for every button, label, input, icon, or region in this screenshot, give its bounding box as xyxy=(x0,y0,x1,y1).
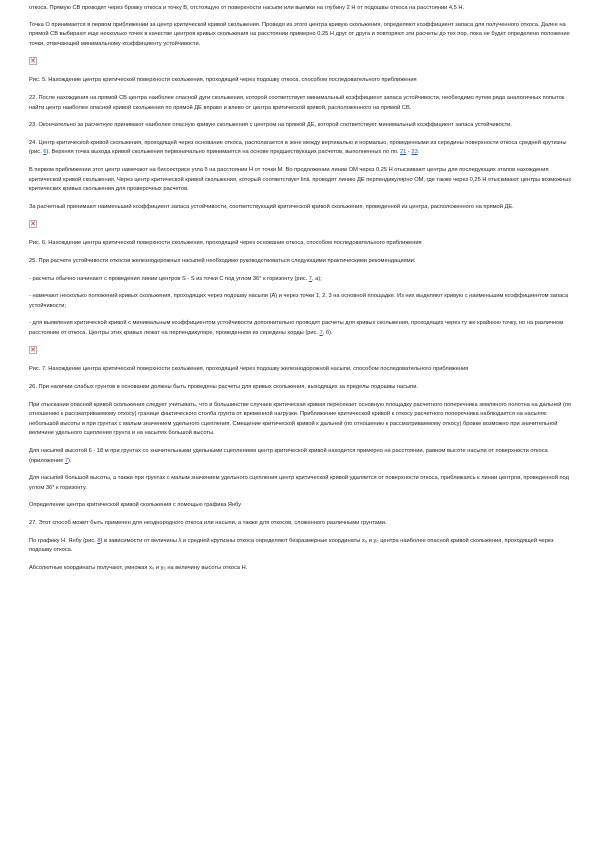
broken-image-icon: ✕ xyxy=(30,346,36,355)
bullet-3: - для выявления критической кривой с минимальным коэффициентом устойчивости дополнительно проводят расчеты для кривых скольжения, проходящих через ту же крайнюю точку, но на различном расстоянии от откоса. Центры этих кривых лежат на перпендикуляре, проведенном из середины хорды (рис. 7, б). xyxy=(29,320,564,336)
broken-image-icon: ✕ xyxy=(30,220,36,229)
figure-5-broken-image[interactable] xyxy=(29,57,37,65)
link-figure-8[interactable]: 8 xyxy=(97,537,101,544)
link-point-23[interactable]: 23 xyxy=(411,149,418,156)
paragraph-22: 22. После нахождения на прямой СВ центра наиболее опасной дуги скольжения, которой соответствует минимальный коэффициент запаса устойчивости, необходимо путем ряда аналогичных попыток найти центр наиболее опасной кривой скольжения по прямой ДЕ вправо и влево от центра критической кривой, расположенного на прямой СВ. xyxy=(29,94,565,111)
paragraph-26-height-6-18: Для насыпей высотой 6 - 18 м при грунтах со значительными удельными сцеплением центр критической кривой находится примерно на расстоянии, равном высоте насыпи от поверхности откоса (приложение 7). xyxy=(29,448,548,464)
paragraph-27-janbu-chart: По графику Н. Янбу (рис. 8) в зависимости от величины λ и средней крутизны откоса определяют безразмерные координаты x₀ и y₀ центра наиболее опасной кривой скольжения, проходящей через подошву откоса. xyxy=(29,537,554,554)
paragraph-25: 25. При расчете устойчивости откосов железнодорожных насыпей необходимо руководствоваться следующими практическими рекомендациями: xyxy=(29,257,416,264)
subheading-janbu: Определение центра критической кривой скольжения с помощью графика Янбу xyxy=(29,502,242,509)
link-point-21[interactable]: 21 xyxy=(400,149,407,156)
link-figure-7b[interactable]: 7 xyxy=(319,329,323,336)
figure-5-caption: Рис. 5. Нахождение центра критической поверхности скольжения, проходящей через подошву откоса, способом последовательного приближения xyxy=(29,77,417,84)
paragraph-intro: откоса. Прямую СВ проводят через бровку откоса и точку В, отстоящую от поверхности насыпи или выемки на глубину 2 Н от подошвы откоса на расстоянии 4,5 Н. xyxy=(29,5,465,11)
bullet-1: - расчеты обычно начинают с проведения линии центров S - S из точки С под углом 36° к горизонту (рис. 7, а); xyxy=(29,275,322,282)
bullet-2: - намечают несколько положений кривых скольжения, проходящих через подошву насыпи (А) и через точки 1, 2, 3 на основной площадке. Из них выделяют кривую с наименьшим коэффициентом запаса устойчивости; xyxy=(29,293,569,309)
paragraph-27-absolute-coords: Абсолютные координаты получают, умножая x₀ и y₀ на величину высоты откоса Н. xyxy=(29,564,248,571)
figure-6-caption: Рис. 6. Нахождение центра критической поверхности скольжения, проходящей через основание откоса, способом последовательного приближения xyxy=(29,240,422,247)
link-figure-6[interactable]: 6 xyxy=(43,149,47,156)
figure-7-broken-image[interactable] xyxy=(29,346,37,354)
document-page xyxy=(29,4,572,581)
paragraph-24-first-approx: В первом приближении этот центр намечают на биссектрисе угла δ на расстоянии Н от точки М. Во продолжении линии ОМ через 0,25 Н отыскивают центры для последующих этапов нахождения критической кривой скольжения. Через центр критической кривой скольжения, который соответствует linii, проводят линию ДЕ перпендикулярно ОМ, где также через 0,25 Н отыскивают центры возможных критических кривых скольжения для проверочных расчетов. xyxy=(29,166,572,193)
paragraph-23: 23. Окончательно за расчетную принимают наиболее опасную кривую скольжения с центром на прямой ДЕ, которой соответствует минимальный коэффициент запаса устойчивости. xyxy=(29,122,512,129)
paragraph-26: 26. При наличии слабых грунтов в основании должны быть проведены расчеты для кривых скольжения, выходящих за пределы подошвы насыпи. xyxy=(29,384,418,391)
link-figure-7a[interactable]: 7 xyxy=(308,275,312,282)
broken-image-icon: ✕ xyxy=(30,57,36,66)
paragraph-24: 24. Центр критической кривой скольжения, проходящей через основание откоса, располагается в зоне между вертикалью и нормалью, проведенными из середины поверхности откоса средней крутизны (рис. 6). Верхняя точка выхода кривой скольжения первоначально принимается на основе предшествующих расчетов, выполненных по пп. 21 - 23. xyxy=(29,139,567,156)
link-appendix-7[interactable]: 7 xyxy=(64,457,68,464)
paragraph-24-result: За расчетный принимают наименьший коэффициент запаса устойчивости, соответствующий критической кривой скольжения, проведенной из центра, расположенного на прямой ДЕ. xyxy=(29,203,514,210)
paragraph-26-high-embankments: Для насыпей большой высоты, а также при грунтах с малым значением удельного сцепления центр критической кривой удаляется от поверхности откоса, приближаясь к линии центров, проведенной под углом 36° к горизонту. xyxy=(29,475,569,491)
paragraph-27: 27. Этот способ может быть применен для неоднородного откоса или насыпи, а также для откосов, сложенного различными грунтами. xyxy=(29,520,387,526)
paragraph-26-critical-curve: При отыскании опасной кривой скольжения следует учитывать, что в большинстве случаев критическая кривая пересекает основную площадку расчетного поперечника земляного полотна на дальней (по отношению к рассматриваемому откосу) границе фактического столба грунта от временной нагрузки. Приближение критической кривой к откосу расчетного поперечника наблюдается на насыпях небольшой высоты и при грунтах с малым значением удельного сцепления. Смещение критической кривой к дальней (по отношению к рассматриваемому откосу) бровке возможно при значительной величине удельного сцепления грунта и на насыпях большой высоты. xyxy=(29,401,572,437)
paragraph-point-o: Точка О принимается в первом приближении за центр критической кривой скольжения. Проведя из этого центра кривую скольжения, определяют коэффициент запаса для полученного откоса. Далее на прямой СВ выбирают еще несколько точек в качестве центров кривых скольжения на расстоянии примерно 0,25 Н друг от друга и повторяют эти расчеты до тех пор, пока не будет определено положение точки, отвечающей минимальному коэффициенту устойчивости. xyxy=(29,21,570,47)
figure-6-broken-image[interactable] xyxy=(29,220,37,228)
figure-7-caption: Рис. 7. Нахождение центра критической поверхности скольжения, проходящей через подошву железнодорожной насыпи, способом последовательного приближения xyxy=(29,366,469,373)
